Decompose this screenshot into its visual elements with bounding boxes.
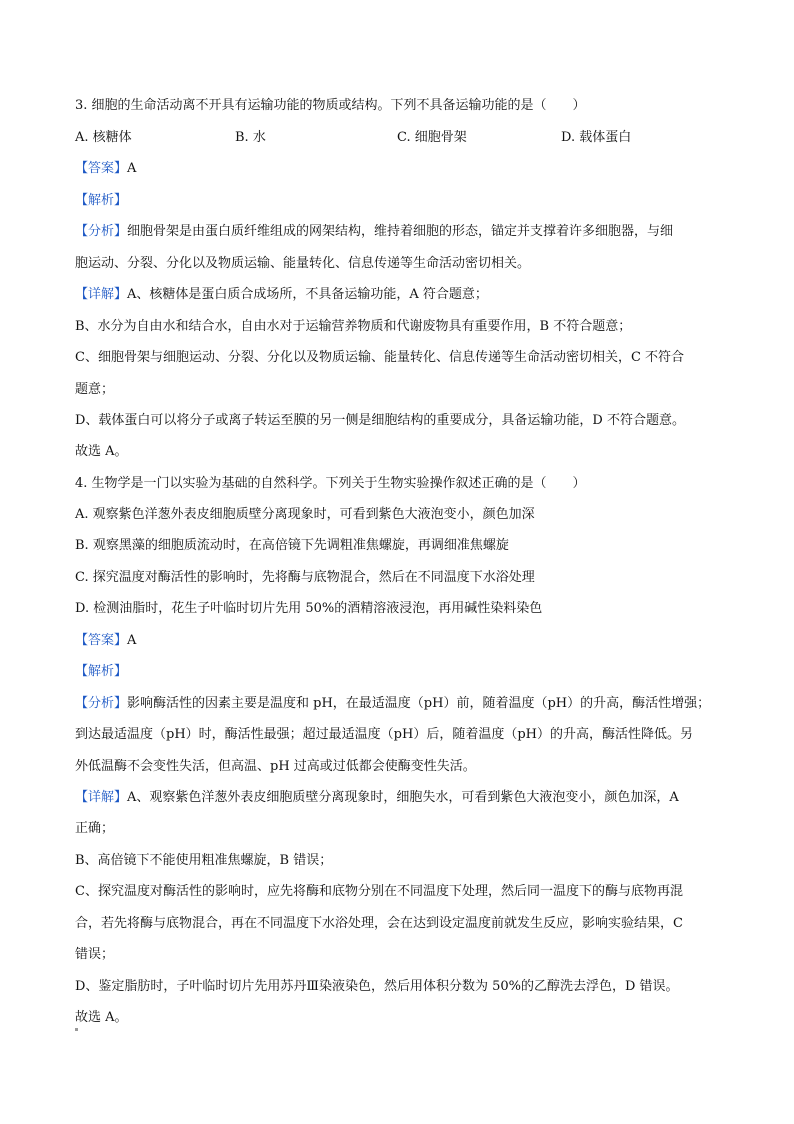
xiangjie-tag: 【详解】 bbox=[75, 287, 128, 302]
q4-answer bbox=[75, 632, 136, 650]
analysis-tag: 【解析】 bbox=[75, 193, 128, 208]
q4-conclusion: 故选 A。 bbox=[75, 1010, 128, 1025]
q3-xiangjie-line-5: D、载体蛋白可以将分子或离子转运至膜的另一侧是细胞结构的重要成分，具备运输功能，D 不符合题意。 bbox=[75, 413, 685, 428]
answer-value: A bbox=[127, 633, 137, 648]
q3-fenxi-line-2: 胞运动、分裂、分化以及物质运输、能量转化、信息传递等生命活动密切相关。 bbox=[75, 256, 531, 271]
q4-fenxi-line-2: 到达最适温度（pH）时，酶活性最强；超过最适温度（pH）后，随着温度（pH）的升高，酶活性降低。另 bbox=[75, 727, 693, 742]
q3-option-a: A. 核糖体 bbox=[75, 130, 132, 145]
q4-xiangjie-line-3: B、高倍镜下不能使用粗准焦螺旋，B 错误； bbox=[75, 853, 333, 868]
q3-xiangjie-line-4: 题意； bbox=[75, 382, 115, 397]
q4-analysis-heading bbox=[75, 663, 127, 681]
q4-option-b: B. 观察黑藻的细胞质流动时，在高倍镜下先调粗准焦螺旋，再调细准焦螺旋 bbox=[75, 538, 509, 553]
analysis-tag: 【解析】 bbox=[75, 664, 128, 679]
q4-xiangjie-line-1 bbox=[75, 789, 679, 807]
q4-option-a: A. 观察紫色洋葱外表皮细胞质壁分离现象时，可看到紫色大液泡变小，颜色加深 bbox=[75, 507, 535, 522]
q4-fenxi-line-1 bbox=[75, 695, 710, 713]
q3-option-c: C. 细胞骨架 bbox=[397, 130, 467, 145]
q4-xiangjie-line-2: 正确； bbox=[75, 821, 115, 836]
xiangjie-tag: 【详解】 bbox=[75, 790, 128, 805]
q4-fenxi-line-3: 外低温酶不会变性失活，但高温、pH 过高或过低都会使酶变性失活。 bbox=[75, 759, 476, 774]
q4-xiangjie-line-5: 合，若先将酶与底物混合，再在不同温度下水浴处理，会在达到设定温度前就发生反应，影响实验结果，C bbox=[75, 916, 683, 931]
fenxi-text: 细胞骨架是由蛋白质纤维组成的网架结构，维持着细胞的形态，锚定并支撑着许多细胞器，与细 bbox=[127, 224, 674, 239]
xiangjie-text: A、核糖体是蛋白质合成场所，不具备运输功能，A 符合题意； bbox=[127, 287, 488, 302]
q4-stem: 4. 生物学是一门以实验为基础的自然科学。下列关于生物实验操作叙述正确的是（ ） bbox=[75, 476, 586, 491]
q3-xiangjie-line-3: C、细胞骨架与细胞运动、分裂、分化以及物质运输、能量转化、信息传递等生命活动密切相关，C 不符合 bbox=[75, 350, 685, 365]
page-mark bbox=[75, 1028, 78, 1031]
q3-conclusion: 故选 A。 bbox=[75, 444, 128, 459]
q4-option-c: C. 探究温度对酶活性的影响时，先将酶与底物混合，然后在不同温度下水浴处理 bbox=[75, 570, 535, 585]
fenxi-tag: 【分析】 bbox=[75, 696, 128, 711]
answer-tag: 【答案】 bbox=[75, 161, 128, 176]
q3-answer bbox=[75, 160, 136, 178]
q4-option-d: D. 检测油脂时，花生子叶临时切片先用 50%的酒精溶液浸泡，再用碱性染料染色 bbox=[75, 601, 543, 616]
q4-xiangjie-line-7: D、鉴定脂肪时，子叶临时切片先用苏丹Ⅲ染液染色，然后用体积分数为 50%的乙醇洗去浮色，D 错误。 bbox=[75, 979, 679, 994]
answer-value: A bbox=[127, 161, 137, 176]
q3-xiangjie-line-2: B、水分为自由水和结合水，自由水对于运输营养物质和代谢废物具有重要作用，B 不符合题意； bbox=[75, 319, 632, 334]
fenxi-text: 影响酶活性的因素主要是温度和 pH，在最适温度（pH）前，随着温度（pH）的升高，酶活性增强； bbox=[127, 696, 711, 711]
fenxi-tag: 【分析】 bbox=[75, 224, 128, 239]
q3-analysis-heading bbox=[75, 192, 127, 210]
q4-xiangjie-line-4: C、探究温度对酶活性的影响时，应先将酶和底物分别在不同温度下处理，然后同一温度下的酶与底物再混 bbox=[75, 884, 683, 899]
q3-option-d: D. 载体蛋白 bbox=[561, 130, 632, 145]
q3-stem: 3. 细胞的生命活动离不开具有运输功能的物质或结构。下列不具备运输功能的是（ ） bbox=[75, 98, 586, 113]
q3-fenxi-line-1 bbox=[75, 223, 673, 241]
q3-xiangjie-line-1 bbox=[75, 286, 488, 304]
q3-option-b: B. 水 bbox=[235, 130, 266, 145]
xiangjie-text: A、观察紫色洋葱外表皮细胞质壁分离现象时，细胞失水，可看到紫色大液泡变小，颜色加深，A bbox=[127, 790, 679, 805]
q4-xiangjie-line-6: 错误； bbox=[75, 947, 115, 962]
answer-tag: 【答案】 bbox=[75, 633, 128, 648]
